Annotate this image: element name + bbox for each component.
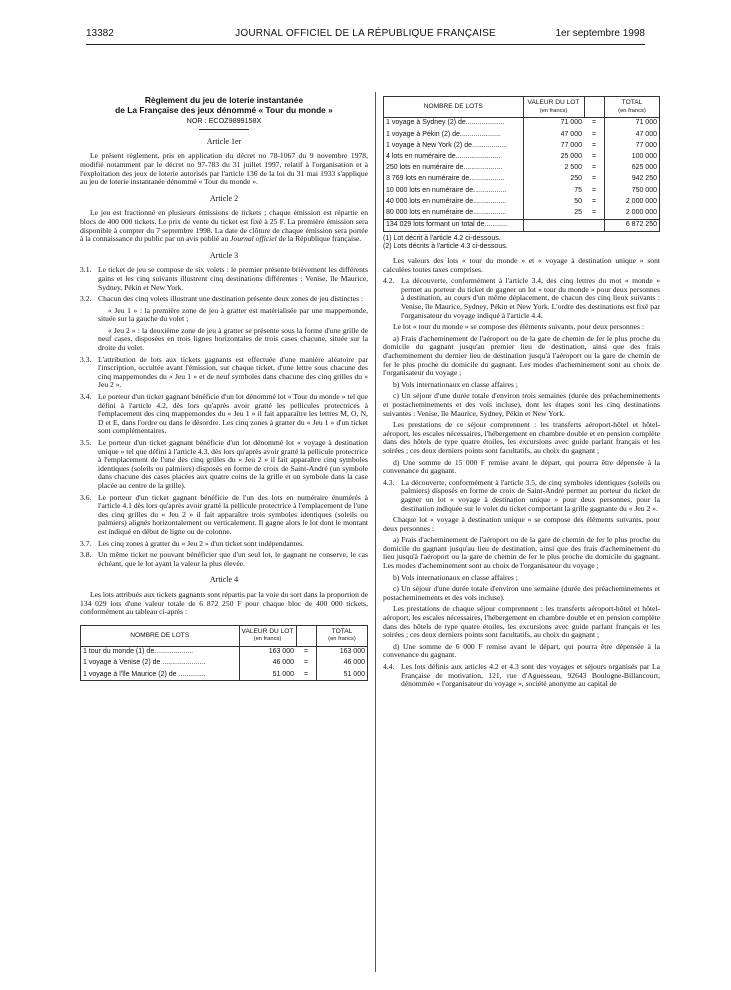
article-3-item-text: « Jeu 1 » : la première zone de jeu à gratter est matérialisée par une mappemonde, située sur la gauche du volet ; [98,305,368,324]
article-2-body: Le jeu est fractionné en plusieurs émissions de tickets ; chaque émission est répartie en blocs de 400 000 tickets. Le prix de vente du ticket est fixé à 25 F. La première émission sera disponible à compter du 7 septembre 1998. La date de clôture de chaque émission sera portée à la connaissance du public par un avis publié au [80,208,368,244]
voyage-item-c-services: Les prestations de chaque séjour comprennent : les transferts aéroport-hôtel et hôtel-aéroport, les escales nécessaires, l'hébergement en chambre double et en pension complète dans des hôtels de type quatre étoiles, les excursions avec guide parlant français et les soirées ; ces deux derniers points sont facultatifs, au choix du gagnant ; [383,604,660,640]
article-3-item-number [80,307,98,324]
clause-4-2: 4.2. La découverte, conformément à l'article 3.4, des cinq lettres du mot « monde » permet au porteur du ticket de gagner un lot « tour du monde » pour deux personnes à destination, au cours d'un même déplacement, de chacun des cinq lieux suivants : Venise, île Maurice, Sydney, Pékin et New York. L'ordre des destinations est fixé par l'organisateur du voyage indiqué à l'article 4.4. [383,276,660,320]
cell-eq: = [591,186,597,194]
article-3-item-number: 3.3. [80,354,92,364]
article-3-item-number: 3.1. [80,265,92,275]
document-title [80,96,368,115]
article-3-item-number: 3.8. [80,550,92,560]
article-2-text [80,209,368,243]
article-3-item-text: Un même ticket ne pouvant bénéficier que d'un seul lot, le gagnant ne conserve, le cas échéant, que le lot ayant la valeur la plus élevée. [98,550,368,568]
article-3-list [80,266,368,568]
table-row [81,658,368,669]
cell-eq: = [591,130,597,138]
article-3-item-text: Les cinq zones à gratter du « Jeu 2 » d'un ticket sont indépendantes. [98,538,304,548]
cell-value: 47 000 [523,129,584,140]
tour-item-c: c) Un séjour d'une durée totale d'environ trois semaines (durée des préacheminements et postacheminements et des vols incluse), dont les étapes sont les cinq destinations suivantes : Venise, île Maurice, Sydney, Pékin et New York. [383,391,660,418]
cell-label: 4 lots en numéraire de....................... [386,153,501,161]
cell-total: 163 000 [317,646,368,658]
tour-item-d: d) Une somme de 15 000 F remise avant le départ, qui pourra être dépensée à la convenance du gagnant. [383,457,660,476]
article-3-item [80,307,368,324]
cell-total: 2 000 000 [605,197,660,208]
cell-total: 71 000 [605,118,660,130]
cell-total: 2 000 000 [605,208,660,220]
cell-value: 50 [523,197,584,208]
article-2-end: de la République française. [278,234,362,244]
article-3-heading: Article 3 [209,250,239,260]
values-note: Les valeurs des lots « tour du monde » et « voyage à destination unique » sont calculées toutes taxes comprises. [383,256,660,274]
article-3-item [80,295,368,304]
article-3-item-text: Le porteur d'un ticket gagnant bénéficie d'un lot dénommé lot « voyage à destination unique » tel que défini à l'article 4.3, dès lors qu'après avoir gratté la pellicule protectrice à l'emplacement de l'une des cinq grilles du « Jeu 2 » il fait apparaître cinq symboles identiques (soleils ou palmiers) disposés en forme de croix de Saint-André (un symbole dans chacune des cases placées aux quatre coins de la grille et un symbole dans la case placée au centre de la grille). [98,438,368,490]
article-3-item [80,356,368,390]
cell-eq: = [591,175,597,183]
article-3-item-number: 3.5. [80,438,92,447]
cell-label: 80 000 lots en numéraire de................. [386,208,507,216]
cell-label: 40 000 lots en numéraire de................. [386,197,507,205]
clause-4-4: 4.4. Les lots définis aux articles 4.2 et 4.3 sont des voyages et séjours organisés par La Française de motivation, 121, rue d'Aguesseau, 92643 Boulogne-Billancourt, dénommée « l'organisateur du voyage », société anonyme au capital de [383,662,660,689]
page-number: 13382 [86,28,114,39]
article-3-item-text: « Jeu 2 » : la deuxième zone de jeu à gratter se présente sous la forme d'une grille de neuf cases, disposées en trois lignes horizontales de trois cases chacune, située sur la droite du volet. [98,325,368,353]
tour-item-c-services: Les prestations de ce séjour comprennent : les transferts aéroport-hôtel et hôtel-aéroport, les escales nécessaires, l'hébergement en chambre double et en pension complète dans des hôtels de type quatre étoiles, les excursions avec guide parlant français et les soirées ; ces deux derniers points sont facultatifs, au choix du gagnant ; [383,420,660,455]
article-3-item-number: 3.6. [80,492,92,502]
footnote-2: (2) Lots décrits à l'article 4.3 ci-dessous. [383,243,508,251]
col-header-total: TOTAL (en francs) [317,625,368,646]
cell-eq: = [591,197,597,205]
cell-eq: = [303,659,309,667]
cell-value: 71 000 [523,118,584,130]
cell-label: 134 029 lots formant un total de............ [384,219,524,231]
right-column [383,96,660,692]
article-3-item [80,266,368,292]
cell-eq [584,219,605,231]
article-3-item [80,540,368,549]
footnote-1: (1) Lot décrit à l'article 4.2 ci-dessous. [383,235,501,243]
cell-value: 51 000 [239,669,296,681]
cell-eq: = [591,141,597,149]
cell-value [523,219,584,231]
table-row [384,219,660,231]
voyage-composition: Chaque lot « voyage à destination unique » se compose des éléments suivants, pour deux personnes : [383,515,660,533]
cell-value: 250 [523,174,584,185]
table-row [384,129,660,140]
article-3-item-text: Le ticket de jeu se compose de six volets : le premier présente brièvement les différents gains et les cinq suivants illustrent cinq destinations différentes : Venise, île Maurice, Sydney, Pékin et New York. [98,265,368,292]
cell-total: 625 000 [605,163,660,174]
article-3-item [80,494,368,537]
article-2-italic: Journal officiel [230,234,277,244]
col-header-value: VALEUR DU LOT (en francs) [523,97,584,118]
article-4-heading: Article 4 [209,575,239,585]
title-line-1: Règlement du jeu de loterie instantanée [144,95,304,105]
table-row [384,174,660,185]
cell-total: 6 872 250 [605,219,660,231]
page-header [86,28,645,44]
table-row [81,669,368,681]
column-divider [375,92,376,972]
cell-eq: = [591,208,597,216]
cell-total: 51 000 [317,669,368,681]
cell-value: 163 000 [239,646,296,658]
article-3-item-number: 3.2. [80,294,92,304]
tour-item-a: a) Frais d'acheminement de l'aéroport ou de la gare de chemin de fer le plus proche du domicile du gagnant jusqu'au premier lieu de destination, ainsi que des frais d'acheminement du dernier lieu de destination jusqu'à l'aéroport ou la gare de chemin de fer le plus proche du domicile du gagnant. Les modes d'acheminement sont au choix de l'organisateur du voyage ; [383,333,660,378]
cell-label: 1 voyage à Sydney (2) de.................... [386,119,505,127]
article-3-item-text: Chacun des cinq volets illustrant une destination présente deux zones de jeu distinctes : [98,294,364,304]
journal-title: JOURNAL OFFICIEL DE LA RÉPUBLIQUE FRANÇAISE [235,28,496,39]
table-row [384,152,660,163]
table-row [81,646,368,658]
cell-label: 10 000 lots en numéraire de................. [386,186,507,194]
article-1-heading: Article 1er [206,136,242,146]
tour-item-b: b) Vols internationaux en classe affaires ; [393,379,518,389]
article-3-item [80,393,368,436]
article-3-item-text: L'attribution de lots aux tickets gagnants est effectuée d'une manière aléatoire par l'inscription, occultée avant l'émission, sur chaque ticket, d'une lettre sous chacune des cinq mappemondes du « Jeu 1 » et de neuf symboles dans chacune des cinq grilles du « Jeu 2 ». [98,354,368,390]
cell-value: 77 000 [523,141,584,152]
voyage-item-b: b) Vols internationaux en classe affaires ; [393,572,518,582]
voyage-item-c: c) Un séjour d'une durée totale d'environ une semaine (durée des préacheminements et postacheminements et des vols incluse). [383,584,660,602]
col-header-lots: NOMBRE DE LOTS [384,97,524,118]
article-4-text: Les lots attribués aux tickets gagnants sont répartis par la voie du sort dans la proportion de 134 029 lots d'une valeur totale de 6 872 250 F pour chaque bloc de 400 000 tickets, conformément au tableau ci-après : [80,589,368,617]
cell-eq: = [303,670,309,678]
cell-total: 77 000 [605,141,660,152]
article-3-item-text: Le porteur d'un ticket gagnant bénéficie de l'un des lots en numéraire énumérés à l'article 4.1 dès lors qu'après avoir gratté la pellicule protectrice à l'emplacement de l'une des cinq grilles du « Jeu 2 » il fait apparaître trois symboles identiques (soleils ou palmiers) alignés horizontalement ou verticalement. Il gagne alors le lot dont le montant est indiqué en début de ligne ou de colonne. [98,492,368,536]
tour-composition: Le lot « tour du monde » se compose des éléments suivants, pour deux personnes : [393,322,644,332]
issue-date: 1er septembre 1998 [555,28,645,39]
title-line-2: de La Française des jeux dénommé « Tour du monde » [115,104,333,115]
footnotes [383,235,660,251]
cell-value: 2 500 [523,163,584,174]
nor-reference: NOR : ECOZ9899158X [186,116,262,126]
table-row [384,185,660,196]
table-row [384,141,660,152]
article-3-item [80,551,368,568]
cell-value: 75 [523,185,584,196]
clause-4-3: 4.3. La découverte, conformément à l'article 3.5, de cinq symboles identiques (soleils ou palmiers) disposés en forme de croix de Saint-André permet au porteur du ticket de gagner un lot « voyage à destination unique » pour deux personnes, pour la destination indiquée sur le volet du ticket comportant la grille gagnante du « Jeu 2 ». [383,477,660,513]
cell-value: 25 [523,208,584,220]
header-rule [86,44,645,45]
cell-label: 1 voyage à Pékin (2) de..................... [386,130,501,138]
cell-label: 250 lots en numéraire de.................... [386,164,503,172]
cell-total: 750 000 [605,185,660,196]
table-row [384,197,660,208]
cell-total: 46 000 [317,658,368,669]
cell-eq: = [591,164,597,172]
cell-label: 1 voyage à New York (2) de.................. [386,141,508,149]
cell-total: 100 000 [605,152,660,163]
article-3-item [80,439,368,491]
lots-table-right [383,96,660,232]
table-row [384,208,660,220]
table-row [384,118,660,130]
article-3-item-number: 3.7. [80,538,92,548]
article-2-heading: Article 2 [209,193,239,203]
col-header-eq [584,97,605,118]
col-header-value: VALEUR DU LOT (en francs) [239,625,296,646]
voyage-item-d: d) Une somme de 6 000 F remise avant le départ, qui pourra être dépensée à la convenance du gagnant. [383,641,660,660]
table-row [384,163,660,174]
cell-eq: = [591,153,597,161]
col-header-lots: NOMBRE DE LOTS [81,625,240,646]
col-header-total: TOTAL (en francs) [605,97,660,118]
article-3-item-text: Le porteur d'un ticket gagnant bénéficie d'un lot dénommé lot « Tour du monde » tel que défini à l'article 4.2, dès lors qu'après avoir gratté les pellicules protectrices à l'emplacement des cinq mappemondes du « Jeu 1 » il fait apparaître les lettres M, O, N, D et E, dans l'ordre ou dans le désordre. Les cinq zones à gratter du « Jeu 1 » d'un ticket sont complémentaires. [98,392,368,436]
cell-label: 1 voyage à Venise (2) de ...................... [83,659,206,667]
lots-table-left [80,625,368,682]
cell-total: 47 000 [605,129,660,140]
article-3-item [80,327,368,353]
short-rule [199,129,249,130]
cell-value: 25 000 [523,152,584,163]
cell-label: 3 769 lots en numéraire de.................. [386,175,505,183]
article-3-item-number: 3.4. [80,392,92,402]
col-header-eq [296,625,317,646]
cell-total: 942 250 [605,174,660,185]
article-1-text: Le présent règlement, pris en application du décret no 78-1067 du 9 novembre 1978, modifié notamment par le décret no 97-783 du 31 juillet 1997, relatif à l'organisation et à l'exploitation des jeux de loterie autorisés par l'article 136 de la loi du 31 mai 1933 s'applique au jeu de loterie instantanée dénommé « Tour du monde ». [80,151,368,187]
cell-label: 1 tour du monde (1) de.................... [83,648,194,656]
article-3-item-number [80,327,98,353]
cell-eq: = [303,648,309,656]
voyage-item-a: a) Frais d'acheminement de l'aéroport ou de la gare de chemin de fer le plus proche du domicile du gagnant jusqu'au lieu de destination, ainsi que des frais d'acheminement du lieu jusqu'à l'aéroport ou la gare de chemin de fer le plus proche du domicile du gagnant. Les modes d'acheminement sont au choix de l'organisateur du voyage ; [383,535,660,571]
cell-value: 46 000 [239,658,296,669]
cell-eq: = [591,119,597,127]
left-column [80,96,368,681]
cell-label: 1 voyage à l'île Maurice (2) de .............. [83,670,206,678]
